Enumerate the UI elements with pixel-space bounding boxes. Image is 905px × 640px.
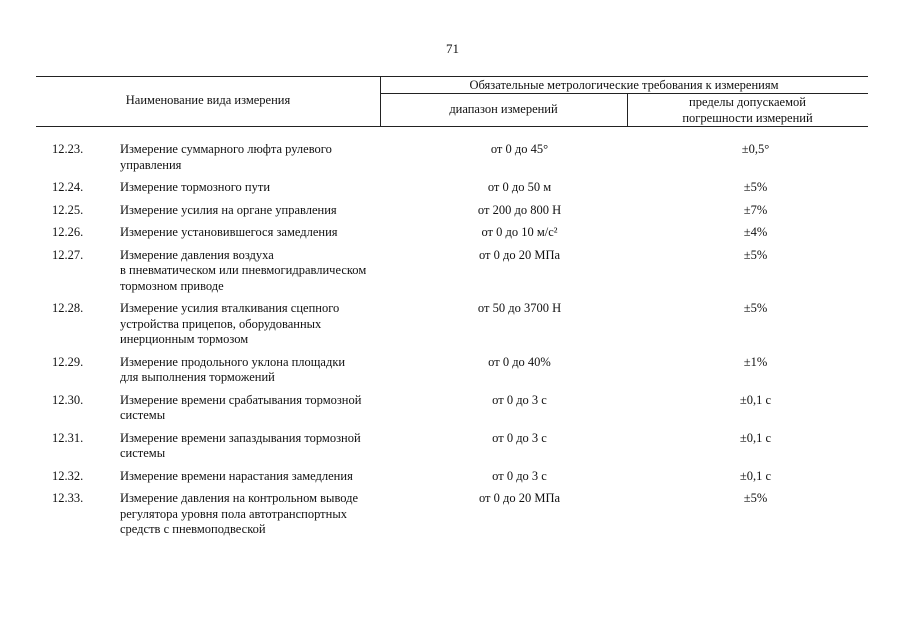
header-error-column: [627, 95, 868, 126]
measurement-error: ±5%: [743, 247, 768, 262]
measurement-error: ±1%: [743, 354, 768, 369]
row-number: 12.25.: [52, 202, 84, 217]
measurement-name: [120, 142, 396, 180]
table-row: [36, 180, 868, 203]
measurement-name: [120, 491, 396, 545]
measurement-table: [36, 142, 868, 545]
row-number: 12.32.: [52, 468, 84, 483]
measurement-name-line: Измерение давления воздуха: [120, 247, 274, 262]
table-row: [36, 393, 868, 431]
measurement-range: от 0 до 3 с: [492, 468, 547, 483]
measurement-range: от 50 до 3700 Н: [477, 301, 562, 315]
measurement-name: [120, 393, 396, 431]
measurement-name-line: инерционным тормозом: [120, 332, 249, 346]
measurement-name-line: системы: [120, 446, 166, 460]
table-row: [36, 491, 868, 545]
row-number: 12.29.: [52, 354, 84, 369]
measurement-name-line: для выполнения торможений: [120, 370, 275, 384]
measurement-error: ±4%: [743, 225, 768, 239]
measurement-range: от 0 до 20 МПа: [478, 247, 561, 262]
measurement-error: ±0,1 с: [739, 468, 772, 483]
measurement-name-line: Измерение давления на контрольном выводе: [120, 491, 359, 505]
measurement-name-line: в пневматическом или пневмогидравлическом: [120, 263, 367, 277]
header-error-line-2: погрешности измерений: [682, 110, 813, 125]
measurement-range: от 0 до 3 с: [492, 392, 547, 407]
table-row: [36, 469, 868, 492]
table-top-rule: [36, 76, 868, 77]
measurement-range: от 0 до 10 м/с²: [481, 225, 558, 239]
header-group-title: Обязательные метрологические требования к измерениям: [469, 78, 779, 92]
measurement-name-line: регулятора уровня пола автотранспортных: [120, 506, 347, 521]
measurement-name-line: управления: [120, 157, 182, 172]
measurement-name: [120, 248, 396, 302]
row-number: 12.23.: [52, 142, 84, 156]
header-range-column: диапазон измерений: [449, 102, 558, 116]
table-row: [36, 431, 868, 469]
measurement-name-line: Измерение времени нарастания замедления: [120, 468, 353, 483]
measurement-range: от 0 до 3 с: [492, 430, 547, 445]
measurement-error: ±5%: [743, 301, 768, 315]
measurement-name: [120, 301, 396, 355]
measurement-range: от 0 до 20 МПа: [478, 491, 561, 505]
measurement-name-line: Измерение усилия на органе управления: [120, 202, 337, 217]
row-number: 12.28.: [52, 301, 84, 315]
measurement-error: ±5%: [743, 180, 768, 194]
header-name-column: Наименование вида измерения: [125, 93, 291, 107]
measurement-range: от 0 до 40%: [488, 354, 551, 369]
measurement-error: ±0,1 с: [739, 392, 772, 407]
table-row: [36, 301, 868, 355]
measurement-name-line: средств с пневмоподвеской: [120, 522, 266, 536]
table-row: [36, 203, 868, 226]
row-number: 12.24.: [52, 180, 84, 194]
measurement-name-line: Измерение суммарного люфта рулевого: [120, 142, 332, 156]
measurement-error: ±0,1 с: [739, 430, 772, 445]
header-bottom-rule: [36, 126, 868, 127]
row-number: 12.27.: [52, 247, 84, 262]
table-row: [36, 142, 868, 180]
row-number: 12.26.: [52, 225, 84, 239]
measurement-error: ±5%: [743, 491, 768, 505]
measurement-range: от 0 до 50 м: [487, 180, 552, 194]
measurement-range: от 0 до 45°: [490, 142, 549, 156]
measurement-name: [120, 431, 396, 469]
measurement-error: ±7%: [743, 202, 768, 217]
measurement-name: [120, 203, 396, 226]
measurement-name-line: Измерение тормозного пути: [120, 180, 271, 194]
measurement-name-line: Измерение продольного уклона площадки: [120, 354, 346, 369]
table-row: [36, 355, 868, 393]
measurement-name-line: системы: [120, 408, 166, 422]
measurement-name-line: Измерение усилия вталкивания сцепного: [120, 301, 340, 315]
row-number: 12.33.: [52, 491, 84, 505]
measurement-name-line: Измерение установившегося замедления: [120, 225, 338, 239]
page-number: 71: [446, 41, 459, 56]
row-number: 12.31.: [52, 430, 84, 445]
measurement-name-line: устройства прицепов, оборудованных: [120, 316, 322, 331]
measurement-name: [120, 225, 396, 248]
measurement-error: ±0,5°: [741, 142, 770, 156]
measurement-name-line: Измерение времени срабатывания тормозной: [120, 392, 362, 407]
measurement-name: [120, 469, 396, 492]
table-row: [36, 225, 868, 248]
header-error-line-1: пределы допускаемой: [689, 95, 806, 109]
measurement-name-line: тормозном приводе: [120, 278, 224, 293]
row-number: 12.30.: [52, 392, 84, 407]
measurement-range: от 200 до 800 Н: [477, 202, 562, 217]
measurement-name: [120, 180, 396, 203]
table-row: [36, 248, 868, 302]
measurement-name: [120, 355, 396, 393]
measurement-name-line: Измерение времени запаздывания тормозной: [120, 430, 361, 445]
